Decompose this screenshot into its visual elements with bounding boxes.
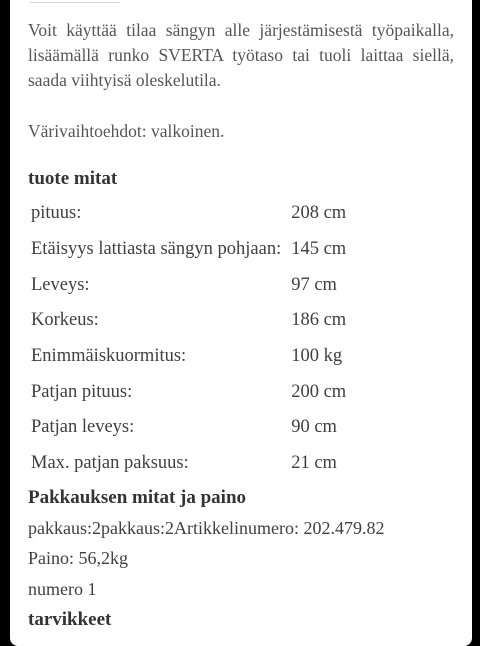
table-row [28, 374, 350, 410]
dimension-value: 145 cm [291, 239, 347, 260]
dimension-value: 200 cm [291, 381, 347, 402]
dimension-value: 21 cm [291, 453, 337, 474]
table-row [28, 267, 350, 303]
dimension-label: Etäisyys lattiasta sängyn pohjaan: [31, 239, 282, 260]
dimension-label: Korkeus: [31, 310, 99, 331]
dimension-value: 90 cm [291, 417, 337, 438]
dimension-label: pituus: [31, 203, 82, 224]
packaging-info-line: pakkaus:2pakkaus:2Artikkelinumero: 202.479.82 [28, 518, 385, 538]
package-weight-line: Paino: 56,2kg [28, 548, 129, 568]
dimension-value: 208 cm [291, 203, 347, 224]
table-row [28, 410, 350, 446]
accessories-title: tarvikkeet [28, 609, 112, 630]
table-row [28, 196, 350, 232]
dimension-label: Max. patjan paksuus: [31, 453, 189, 474]
dimension-label: Leveys: [31, 274, 90, 295]
dimension-value: 97 cm [291, 274, 337, 295]
intro-paragraph: Voit käyttää tilaa sängyn alle järjestämisestä työpaikalla, lisäämällä runko SVERTA työtaso tai tuoli laittaa siellä, saada viihtyisä oleskelutila. [28, 20, 454, 90]
packaging-title: Pakkauksen mitat ja paino [28, 487, 247, 508]
dimension-label: Enimmäiskuormitus: [31, 346, 187, 367]
product-dimensions-title: tuote mitat [28, 168, 118, 189]
table-row [28, 232, 350, 268]
dimension-label: Patjan leveys: [31, 417, 135, 438]
product-details-card [10, 0, 472, 646]
cut-off-heading [30, 0, 120, 3]
dimension-value: 100 kg [291, 346, 343, 367]
table-row [28, 339, 350, 375]
table-row [28, 303, 350, 339]
package-number-line: numero 1 [28, 579, 97, 599]
color-options-text: Värivaihtoehdot: valkoinen. [28, 121, 225, 141]
table-row [28, 446, 350, 482]
dimension-label: Patjan pituus: [31, 381, 133, 402]
product-dimensions-table [28, 196, 350, 482]
dimension-value: 186 cm [291, 310, 347, 331]
